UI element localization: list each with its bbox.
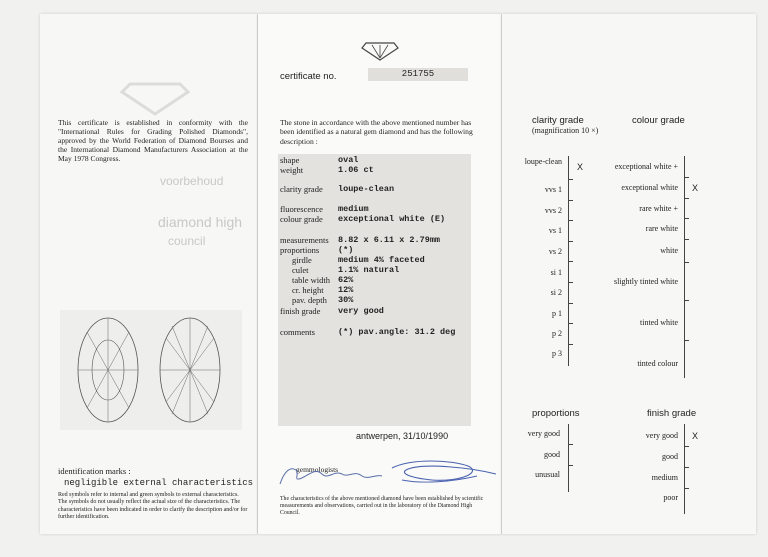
colour-mark: X (692, 183, 699, 193)
row-value: (*) pav.angle: 31.2 deg (338, 327, 456, 337)
colour-grade: tinted white (640, 318, 678, 327)
row-value: medium 4% faceted (338, 255, 425, 265)
finish-mark: X (692, 431, 699, 441)
colour-grade: white (660, 246, 678, 255)
row-label: measurements (280, 235, 329, 245)
diagram-area (60, 310, 242, 430)
finish-title: finish grade (647, 408, 697, 419)
proportions-grade: very good (527, 429, 560, 438)
finish-grade: good (662, 452, 678, 461)
left-panel (40, 14, 258, 534)
footer-text: The characteristics of the above mentioned diamond have been established by scientific measurements and observations, carried out in the laboratory of the Diamond High Council. (280, 496, 484, 516)
clarity-grade: vvs 1 (544, 185, 562, 194)
right-panel (502, 14, 756, 534)
clarity-grade: p 3 (552, 349, 562, 358)
row-value: exceptional white (E) (338, 214, 446, 224)
colour-grade: rare white + (639, 204, 678, 213)
clarity-grade: vs 2 (548, 247, 562, 256)
certificate-number: 251755 (368, 68, 468, 81)
row-value: 8.82 x 6.11 x 2.79mm (338, 235, 441, 245)
colour-grade: slightly tinted white (614, 277, 678, 286)
row-value: very good (338, 306, 384, 316)
row-label: colour grade (280, 214, 323, 224)
clarity-grade: si 1 (550, 268, 562, 277)
row-label: cr. height (292, 285, 324, 295)
clarity-title: clarity grade (532, 115, 584, 126)
colour-grade: exceptional white (621, 183, 678, 192)
clarity-subtitle: (magnification 10 ×) (532, 126, 599, 135)
row-label: shape (280, 155, 300, 165)
proportions-grade: good (544, 450, 560, 459)
clarity-grade: si 2 (550, 288, 562, 297)
row-value: 30% (338, 295, 354, 305)
row-label: pav. depth (292, 295, 327, 305)
colour-grade: exceptional white + (614, 162, 678, 171)
row-label: fluorescence (280, 204, 323, 214)
intro-text: The stone in accordance with the above mentioned number has been identified as a natural gem diamond and has the following description : (280, 118, 473, 146)
row-label: finish grade (280, 306, 321, 316)
colour-title: colour grade (632, 115, 685, 126)
clarity-grade: p 1 (552, 309, 562, 318)
faint-text-1: voorbehoud (160, 174, 224, 188)
middle-panel (258, 14, 502, 534)
row-value: 1.06 ct (338, 165, 374, 175)
faint-text-3: council (168, 234, 206, 248)
clarity-grade: p 2 (552, 329, 562, 338)
finish-grade: very good (645, 431, 678, 440)
colour-scale-line (684, 156, 685, 378)
proportions-scale-line (568, 424, 569, 492)
row-label: table width (292, 275, 331, 285)
gemmologists-label: gemmologists (296, 465, 339, 474)
signature-icon (272, 450, 502, 494)
row-label: clarity grade (280, 184, 323, 194)
finish-scale-line (684, 424, 685, 514)
colour-grade: rare white (645, 224, 678, 233)
dhc-logo-watermark-icon (120, 76, 190, 116)
identification-label: identification marks : (58, 466, 131, 476)
row-label: culet (292, 265, 309, 275)
row-value: medium (338, 204, 369, 214)
finish-grade: medium (651, 473, 678, 482)
clarity-grade: loupe-clean (524, 157, 562, 166)
row-label: weight (280, 165, 304, 175)
finish-grade: poor (663, 493, 678, 502)
row-value: 62% (338, 275, 354, 285)
certificate-label: certificate no. (280, 71, 337, 82)
proportions-grade: unusual (535, 470, 560, 479)
row-value: loupe-clean (338, 184, 395, 194)
colour-grade: tinted colour (637, 359, 678, 368)
conformity-text: This certificate is established in conformity with the "International Rules for Grading Polished Diamonds", approved by the World Federation of Diamond Bourses and the International Diamond Manufacturers Association at the May 1978 Congress. (58, 118, 248, 163)
faint-text-2: diamond high (158, 214, 243, 230)
oval-diagram-icon (60, 310, 242, 430)
clarity-mark: X (577, 162, 584, 172)
row-label: girdle (292, 255, 312, 265)
row-value: oval (338, 155, 359, 165)
footnote: Red symbols refer to internal and green symbols to external characteristics. The symbols do not usually reflect the actual size of the characteristics. The characteristics have been indicated in order to clarify the description and/or for further identification. (58, 492, 248, 521)
row-value: 1.1% natural (338, 265, 400, 275)
row-label: proportions (280, 245, 320, 255)
row-value: 12% (338, 285, 354, 295)
row-value: (*) (338, 245, 354, 255)
dhc-logo-icon (360, 40, 400, 62)
proportions-title: proportions (532, 408, 580, 419)
clarity-grade: vvs 2 (544, 206, 562, 215)
clarity-grade: vs 1 (548, 226, 562, 235)
row-label: comments (280, 327, 315, 337)
identification-value: negligible external characteristics (64, 478, 254, 488)
place-date: antwerpen, 31/10/1990 (356, 431, 449, 441)
